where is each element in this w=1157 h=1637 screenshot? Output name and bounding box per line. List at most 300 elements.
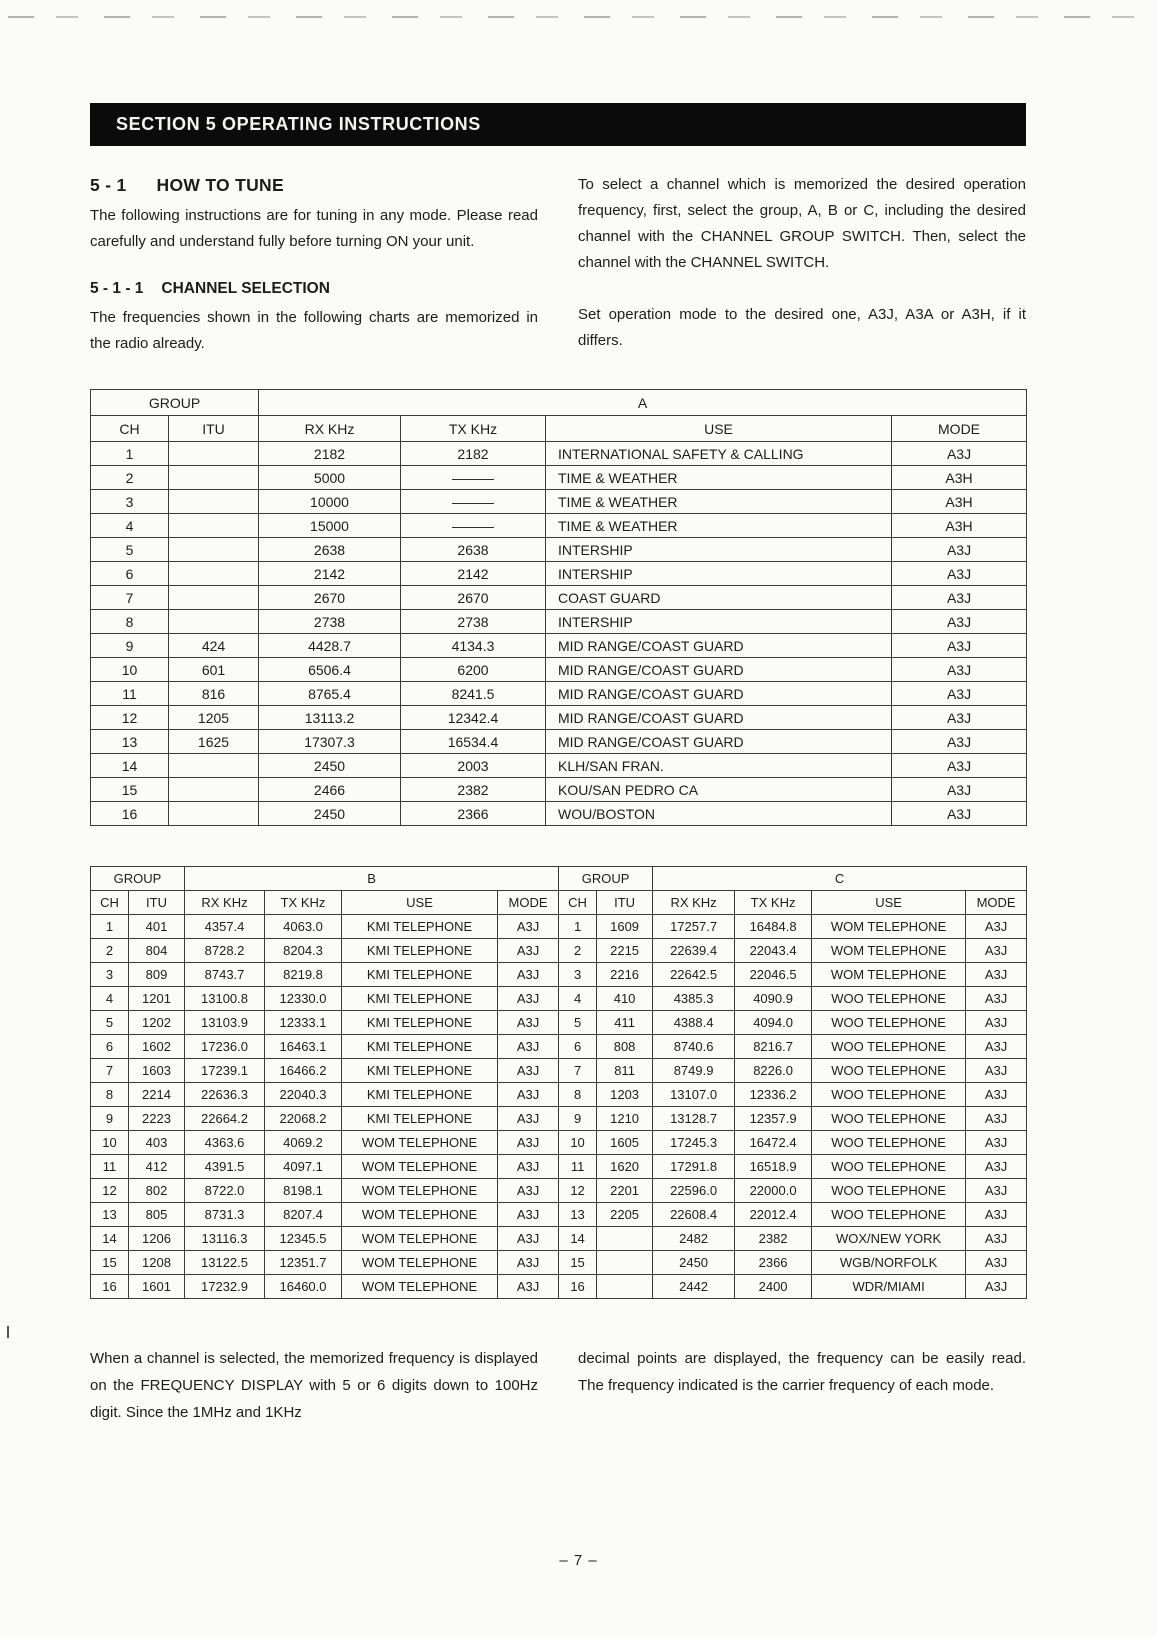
table-row xyxy=(559,987,1027,1011)
table-row xyxy=(559,1155,1027,1179)
table-cell: 403 xyxy=(129,1131,185,1155)
table-cell: 12 xyxy=(559,1179,597,1203)
table-cell: 4 xyxy=(559,987,597,1011)
table-cell: 13107.0 xyxy=(653,1083,735,1107)
footer-two-columns xyxy=(90,1345,1026,1426)
table-cell: 16 xyxy=(91,802,169,826)
column-header: ITU xyxy=(597,891,653,915)
table-cell: 22043.4 xyxy=(735,939,812,963)
table-row xyxy=(91,658,1027,682)
table-cell: A3J xyxy=(498,1251,559,1275)
table-cell: WOM TELEPHONE xyxy=(342,1275,498,1299)
table-cell: 17245.3 xyxy=(653,1131,735,1155)
table-cell: WOM TELEPHONE xyxy=(342,1203,498,1227)
table-cell: 1208 xyxy=(129,1251,185,1275)
heading-title: HOW TO TUNE xyxy=(156,175,284,195)
column-header: MODE xyxy=(966,891,1027,915)
heading-how-to-tune xyxy=(90,172,538,198)
table-cell: 17257.7 xyxy=(653,915,735,939)
table-row xyxy=(91,754,1027,778)
table-cell: 4428.7 xyxy=(259,634,401,658)
table-cell: 1605 xyxy=(597,1131,653,1155)
table-cell: A3J xyxy=(892,562,1027,586)
table-cell: 2215 xyxy=(597,939,653,963)
table-row xyxy=(91,442,1027,466)
table-cell: 4134.3 xyxy=(401,634,546,658)
table-cell: WOO TELEPHONE xyxy=(812,987,966,1011)
column-header-row xyxy=(91,891,559,915)
table-cell: 3 xyxy=(91,490,169,514)
table-row xyxy=(91,1083,559,1107)
table-cell: 13113.2 xyxy=(259,706,401,730)
table-row xyxy=(91,915,559,939)
table-cell: WOM TELEPHONE xyxy=(812,915,966,939)
table-row xyxy=(91,1107,559,1131)
table-cell: WOX/NEW YORK xyxy=(812,1227,966,1251)
table-cell: 17307.3 xyxy=(259,730,401,754)
table-cell: 1620 xyxy=(597,1155,653,1179)
table-cell: 5000 xyxy=(259,466,401,490)
table-cell: WOM TELEPHONE xyxy=(342,1155,498,1179)
table-cell: 2400 xyxy=(735,1275,812,1299)
column-header: USE xyxy=(342,891,498,915)
table-cell: 2638 xyxy=(259,538,401,562)
table-cell: WOO TELEPHONE xyxy=(812,1203,966,1227)
table-cell: WOO TELEPHONE xyxy=(812,1011,966,1035)
table-cell xyxy=(169,586,259,610)
table-cell: 424 xyxy=(169,634,259,658)
table-row xyxy=(91,1035,559,1059)
table-cell: A3J xyxy=(966,1059,1027,1083)
table-cell: KMI TELEPHONE xyxy=(342,1083,498,1107)
table-cell xyxy=(169,538,259,562)
table-cell: 17236.0 xyxy=(185,1035,265,1059)
table-cell: ——— xyxy=(401,466,546,490)
table-cell: WOO TELEPHONE xyxy=(812,1179,966,1203)
table-cell: 8226.0 xyxy=(735,1059,812,1083)
table-cell: 17239.1 xyxy=(185,1059,265,1083)
table-cell: 1 xyxy=(559,915,597,939)
channel-table-group-c xyxy=(558,866,1027,1299)
table-cell: 6 xyxy=(91,1035,129,1059)
table-cell: 6200 xyxy=(401,658,546,682)
table-cell: 2 xyxy=(91,466,169,490)
table-cell: WOO TELEPHONE xyxy=(812,1131,966,1155)
table-cell: 9 xyxy=(559,1107,597,1131)
table-cell: 13 xyxy=(91,1203,129,1227)
table-cell: 10 xyxy=(91,658,169,682)
table-cell: 8731.3 xyxy=(185,1203,265,1227)
table-cell: 22000.0 xyxy=(735,1179,812,1203)
table-cell: KMI TELEPHONE xyxy=(342,987,498,1011)
table-cell: 11 xyxy=(91,682,169,706)
section-header-title: SECTION 5 OPERATING INSTRUCTIONS xyxy=(116,114,481,134)
column-header: MODE xyxy=(892,416,1027,442)
table-cell: WOO TELEPHONE xyxy=(812,1083,966,1107)
table-cell: A3J xyxy=(498,1131,559,1155)
table-cell: 4 xyxy=(91,987,129,1011)
column-header: ITU xyxy=(129,891,185,915)
table-cell: INTERSHIP xyxy=(546,610,892,634)
table-cell: 2382 xyxy=(401,778,546,802)
table-row xyxy=(91,466,1027,490)
manual-page xyxy=(90,0,1026,1426)
table-cell: A3J xyxy=(892,442,1027,466)
table-cell: 15 xyxy=(91,778,169,802)
table-cell: 15000 xyxy=(259,514,401,538)
table-cell: 22596.0 xyxy=(653,1179,735,1203)
table-row xyxy=(559,1011,1027,1035)
table-cell: A3J xyxy=(498,1275,559,1299)
table-cell: MID RANGE/COAST GUARD xyxy=(546,682,892,706)
table-row xyxy=(559,915,1027,939)
channel-tables-b-c xyxy=(90,866,1026,1299)
table-cell: 2366 xyxy=(735,1251,812,1275)
table-row xyxy=(91,1131,559,1155)
table-cell: 4388.4 xyxy=(653,1011,735,1035)
table-cell: WOU/BOSTON xyxy=(546,802,892,826)
column-header: TX KHz xyxy=(265,891,342,915)
table-cell: 2366 xyxy=(401,802,546,826)
table-cell: 2 xyxy=(91,939,129,963)
table-cell: 2670 xyxy=(259,586,401,610)
table-cell: INTERSHIP xyxy=(546,538,892,562)
table-cell: 12357.9 xyxy=(735,1107,812,1131)
table-cell: 410 xyxy=(597,987,653,1011)
table-cell: A3J xyxy=(892,610,1027,634)
table-cell: 802 xyxy=(129,1179,185,1203)
table-cell: 816 xyxy=(169,682,259,706)
group-name-cell: B xyxy=(185,867,559,891)
heading-number: 5 - 1 xyxy=(90,175,127,195)
column-header: CH xyxy=(91,891,129,915)
table-cell: 2142 xyxy=(401,562,546,586)
table-cell: WGB/NORFOLK xyxy=(812,1251,966,1275)
table-cell: 12336.2 xyxy=(735,1083,812,1107)
table-cell: A3J xyxy=(966,1203,1027,1227)
table-cell: 13116.3 xyxy=(185,1227,265,1251)
table-cell: KMI TELEPHONE xyxy=(342,1107,498,1131)
table-cell: KMI TELEPHONE xyxy=(342,963,498,987)
table-row xyxy=(91,706,1027,730)
table-cell: 2738 xyxy=(401,610,546,634)
table-row xyxy=(91,490,1027,514)
table-cell: 12 xyxy=(91,706,169,730)
table-row xyxy=(91,730,1027,754)
table-cell: KMI TELEPHONE xyxy=(342,915,498,939)
table-cell: A3J xyxy=(966,1179,1027,1203)
table-cell: WOM TELEPHONE xyxy=(342,1179,498,1203)
table-cell xyxy=(169,610,259,634)
table-row xyxy=(91,1251,559,1275)
table-cell xyxy=(169,442,259,466)
column-header: CH xyxy=(559,891,597,915)
table-cell: 22068.2 xyxy=(265,1107,342,1131)
table-cell: 804 xyxy=(129,939,185,963)
table-cell: 13 xyxy=(559,1203,597,1227)
table-row xyxy=(91,1155,559,1179)
table-cell: 8198.1 xyxy=(265,1179,342,1203)
table-cell: 7 xyxy=(91,1059,129,1083)
table-cell: WDR/MIAMI xyxy=(812,1275,966,1299)
table-cell: 5 xyxy=(91,1011,129,1035)
mode-select-paragraph: Set operation mode to the desired one, A3J, A3A or A3H, if it differs. xyxy=(578,306,1026,349)
table-cell: A3J xyxy=(892,634,1027,658)
table-row xyxy=(91,682,1027,706)
table-cell: 805 xyxy=(129,1203,185,1227)
table-cell: 1201 xyxy=(129,987,185,1011)
table-row xyxy=(559,1059,1027,1083)
table-cell xyxy=(169,490,259,514)
column-header: RX KHz xyxy=(259,416,401,442)
table-cell xyxy=(169,466,259,490)
table-cell: 17232.9 xyxy=(185,1275,265,1299)
table-cell: A3J xyxy=(892,658,1027,682)
table-cell: 2466 xyxy=(259,778,401,802)
table-cell: 4391.5 xyxy=(185,1155,265,1179)
table-cell: 22639.4 xyxy=(653,939,735,963)
table-cell: 16463.1 xyxy=(265,1035,342,1059)
table-cell: 1206 xyxy=(129,1227,185,1251)
table-cell: 16534.4 xyxy=(401,730,546,754)
table-cell: A3H xyxy=(892,490,1027,514)
table-cell: 10000 xyxy=(259,490,401,514)
table-row xyxy=(559,1131,1027,1155)
group-name-cell: A xyxy=(259,390,1027,416)
table-cell: A3J xyxy=(892,802,1027,826)
table-cell: A3J xyxy=(498,1059,559,1083)
table-cell: A3J xyxy=(966,1107,1027,1131)
table-cell: 2182 xyxy=(259,442,401,466)
table-cell: INTERNATIONAL SAFETY & CALLING xyxy=(546,442,892,466)
table-cell: 13 xyxy=(91,730,169,754)
decimal-points-paragraph: decimal points are displayed, the frequency can be easily read. The frequency indicated is the carrier frequency of each mode. xyxy=(578,1350,1026,1394)
table-cell: 11 xyxy=(559,1155,597,1179)
table-cell: 1202 xyxy=(129,1011,185,1035)
table-cell: 8728.2 xyxy=(185,939,265,963)
column-header: MODE xyxy=(498,891,559,915)
table-cell: 16484.8 xyxy=(735,915,812,939)
how-to-tune-paragraph: The following instructions are for tuning in any mode. Please read carefully and understand fully before turning ON your unit. xyxy=(90,207,538,250)
table-row xyxy=(559,1275,1027,1299)
table-cell: A3J xyxy=(498,1179,559,1203)
table-cell: 13100.8 xyxy=(185,987,265,1011)
table-cell: 2482 xyxy=(653,1227,735,1251)
table-row xyxy=(91,1203,559,1227)
group-select-paragraph: To select a channel which is memorized the desired operation frequency, first, select the group, A, B or C, including the desired channel with the CHANNEL GROUP SWITCH. Then, select the channel with the CHANNEL SWITCH. xyxy=(578,176,1026,271)
table-cell: 2382 xyxy=(735,1227,812,1251)
table-cell: 1602 xyxy=(129,1035,185,1059)
table-cell: 8204.3 xyxy=(265,939,342,963)
column-header-row xyxy=(91,416,1027,442)
table-cell: A3J xyxy=(892,730,1027,754)
table-cell: 6 xyxy=(559,1035,597,1059)
table-cell: KMI TELEPHONE xyxy=(342,1035,498,1059)
table-cell: 2 xyxy=(559,939,597,963)
table-cell: A3J xyxy=(966,963,1027,987)
table-cell: 8 xyxy=(559,1083,597,1107)
group-header-row xyxy=(91,390,1027,416)
table-cell xyxy=(169,562,259,586)
group-name-cell: C xyxy=(653,867,1027,891)
channel-selection-paragraph: The frequencies shown in the following charts are memorized in the radio already. xyxy=(90,309,538,352)
table-cell: A3J xyxy=(966,1083,1027,1107)
table-row xyxy=(91,1275,559,1299)
table-row xyxy=(559,963,1027,987)
table-cell: 16466.2 xyxy=(265,1059,342,1083)
group-header-row xyxy=(559,867,1027,891)
table-cell: 8 xyxy=(91,1083,129,1107)
table-cell: 3 xyxy=(91,963,129,987)
table-cell: A3J xyxy=(892,682,1027,706)
column-header: TX KHz xyxy=(401,416,546,442)
table-cell: 4069.2 xyxy=(265,1131,342,1155)
table-cell: 12351.7 xyxy=(265,1251,342,1275)
table-cell: 3 xyxy=(559,963,597,987)
table-cell: A3J xyxy=(498,939,559,963)
table-row xyxy=(91,1227,559,1251)
table-cell: 4097.1 xyxy=(265,1155,342,1179)
table-cell: 8765.4 xyxy=(259,682,401,706)
table-cell: 2738 xyxy=(259,610,401,634)
table-cell: 16472.4 xyxy=(735,1131,812,1155)
table-cell: A3J xyxy=(498,1227,559,1251)
table-cell: A3J xyxy=(966,1251,1027,1275)
table-cell: 1203 xyxy=(597,1083,653,1107)
table-cell: 22040.3 xyxy=(265,1083,342,1107)
table-row xyxy=(559,1107,1027,1131)
table-row xyxy=(91,514,1027,538)
table-cell: 8743.7 xyxy=(185,963,265,987)
table-row xyxy=(559,1203,1027,1227)
table-cell: 8 xyxy=(91,610,169,634)
table-cell: WOM TELEPHONE xyxy=(812,939,966,963)
table-cell: 2442 xyxy=(653,1275,735,1299)
table-row xyxy=(91,802,1027,826)
table-cell: 16518.9 xyxy=(735,1155,812,1179)
table-cell: 2223 xyxy=(129,1107,185,1131)
table-cell: 8722.0 xyxy=(185,1179,265,1203)
table-cell: 4357.4 xyxy=(185,915,265,939)
table-cell: 5 xyxy=(559,1011,597,1035)
table-cell: WOM TELEPHONE xyxy=(342,1227,498,1251)
group-label-cell: GROUP xyxy=(91,390,259,416)
table-cell: 12330.0 xyxy=(265,987,342,1011)
table-row xyxy=(91,939,559,963)
table-cell: 16 xyxy=(91,1275,129,1299)
table-row xyxy=(91,1011,559,1035)
group-label-cell: GROUP xyxy=(91,867,185,891)
table-cell: WOM TELEPHONE xyxy=(342,1131,498,1155)
table-cell: A3J xyxy=(966,1011,1027,1035)
table-row xyxy=(91,1179,559,1203)
table-cell: A3J xyxy=(966,939,1027,963)
table-cell: 14 xyxy=(91,754,169,778)
table-cell: 2205 xyxy=(597,1203,653,1227)
table-cell: 4094.0 xyxy=(735,1011,812,1035)
table-cell: 2450 xyxy=(259,802,401,826)
table-row xyxy=(91,1059,559,1083)
table-cell: A3J xyxy=(966,987,1027,1011)
table-cell: A3J xyxy=(966,1275,1027,1299)
table-cell: 4 xyxy=(91,514,169,538)
table-cell: 412 xyxy=(129,1155,185,1179)
heading-number: 5 - 1 - 1 xyxy=(90,280,144,297)
table-row xyxy=(91,634,1027,658)
group-label-cell: GROUP xyxy=(559,867,653,891)
table-row xyxy=(559,1179,1027,1203)
table-cell: 4090.9 xyxy=(735,987,812,1011)
table-row xyxy=(559,1083,1027,1107)
table-cell xyxy=(169,754,259,778)
table-cell: 22642.5 xyxy=(653,963,735,987)
table-cell: 10 xyxy=(91,1131,129,1155)
table-cell: MID RANGE/COAST GUARD xyxy=(546,658,892,682)
table-cell xyxy=(597,1251,653,1275)
table-cell: 1210 xyxy=(597,1107,653,1131)
table-cell: 1625 xyxy=(169,730,259,754)
table-cell: 13103.9 xyxy=(185,1011,265,1035)
table-cell: A3J xyxy=(892,586,1027,610)
table-cell: 401 xyxy=(129,915,185,939)
table-cell: A3J xyxy=(498,963,559,987)
table-row xyxy=(559,1251,1027,1275)
table-cell: 1 xyxy=(91,442,169,466)
table-cell: A3J xyxy=(892,706,1027,730)
table-cell: TIME & WEATHER xyxy=(546,490,892,514)
group-header-row xyxy=(91,867,559,891)
table-cell: A3J xyxy=(498,1203,559,1227)
table-cell: 7 xyxy=(559,1059,597,1083)
table-cell: KMI TELEPHONE xyxy=(342,1059,498,1083)
table-cell: 13122.5 xyxy=(185,1251,265,1275)
table-cell: COAST GUARD xyxy=(546,586,892,610)
intro-two-columns xyxy=(90,172,1026,357)
table-cell: 22636.3 xyxy=(185,1083,265,1107)
table-cell: 601 xyxy=(169,658,259,682)
table-cell: 12342.4 xyxy=(401,706,546,730)
table-cell: KMI TELEPHONE xyxy=(342,1011,498,1035)
table-cell: 1609 xyxy=(597,915,653,939)
table-row xyxy=(91,963,559,987)
column-header: USE xyxy=(812,891,966,915)
table-cell: A3J xyxy=(498,1107,559,1131)
table-cell: 7 xyxy=(91,586,169,610)
table-cell: 1205 xyxy=(169,706,259,730)
table-cell: 22664.2 xyxy=(185,1107,265,1131)
table-row xyxy=(559,939,1027,963)
table-cell: MID RANGE/COAST GUARD xyxy=(546,706,892,730)
table-cell: 9 xyxy=(91,1107,129,1131)
table-cell: 22608.4 xyxy=(653,1203,735,1227)
table-row xyxy=(91,586,1027,610)
table-cell: 12 xyxy=(91,1179,129,1203)
table-cell: 4385.3 xyxy=(653,987,735,1011)
table-cell xyxy=(597,1275,653,1299)
table-cell xyxy=(597,1227,653,1251)
table-cell: INTERSHIP xyxy=(546,562,892,586)
table-cell: A3H xyxy=(892,466,1027,490)
table-cell: WOM TELEPHONE xyxy=(812,963,966,987)
table-cell: 2201 xyxy=(597,1179,653,1203)
table-cell: 1601 xyxy=(129,1275,185,1299)
table-cell: A3J xyxy=(966,1035,1027,1059)
footer-left-column xyxy=(90,1345,538,1426)
column-header: ITU xyxy=(169,416,259,442)
scan-artifact-left-line xyxy=(32,640,35,1165)
channel-table-group-a xyxy=(90,389,1027,826)
table-cell: 1 xyxy=(91,915,129,939)
